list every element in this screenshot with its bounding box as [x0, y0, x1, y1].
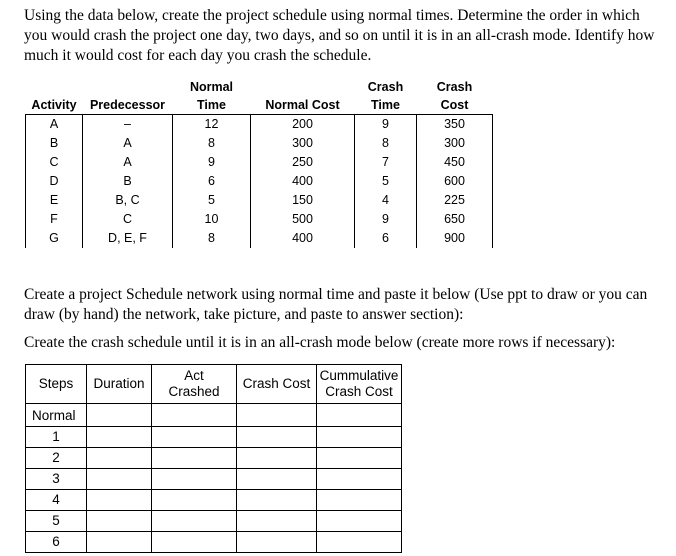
table-cell [237, 448, 317, 469]
table-cell [152, 490, 237, 511]
table-cell: 450 [417, 153, 493, 172]
table-cell: D [26, 172, 83, 191]
table-cell: 600 [417, 172, 493, 191]
table-row [26, 469, 402, 490]
table-cell [317, 427, 402, 448]
table-cell: 300 [251, 134, 355, 153]
table-cell: 9 [355, 210, 417, 229]
header-cell: Time [355, 96, 417, 115]
table-cell [317, 532, 402, 553]
table-cell: 500 [251, 210, 355, 229]
table-cell: 400 [251, 229, 355, 248]
table-cell: 400 [251, 172, 355, 191]
table-row [26, 191, 493, 210]
table-cell: 7 [355, 153, 417, 172]
table-row [26, 404, 402, 427]
table-row [26, 511, 402, 532]
header-cell: Crash [436, 80, 473, 94]
table-cell: G [26, 229, 83, 248]
table-cell: 9 [173, 153, 251, 172]
crash-schedule-table [25, 364, 402, 553]
table-row [26, 427, 402, 448]
step-number: 4 [26, 490, 87, 511]
step-number: 5 [26, 511, 87, 532]
table-cell: 225 [417, 191, 493, 210]
table-row [26, 115, 493, 135]
step-number: 6 [26, 532, 87, 553]
table-cell: 8 [173, 134, 251, 153]
table-cell [317, 448, 402, 469]
table-cell [317, 404, 402, 427]
table-cell: 350 [417, 115, 493, 135]
table-cell: – [83, 115, 173, 135]
table-cell: B [26, 134, 83, 153]
table-cell [87, 469, 152, 490]
table-cell: 650 [417, 210, 493, 229]
step-number: 3 [26, 469, 87, 490]
header-cell: Time [173, 96, 251, 115]
table-cell [237, 404, 317, 427]
header-cell: Activity [26, 96, 83, 115]
header-cell: Crash [367, 80, 404, 94]
step-number: 2 [26, 448, 87, 469]
header-cell: Normal Cost [251, 96, 355, 115]
table-cell: A [26, 115, 83, 135]
table-cell: 150 [251, 191, 355, 210]
table-row [26, 153, 493, 172]
table-header-row [26, 78, 493, 96]
table-row [26, 210, 493, 229]
network-instruction: Create a project Schedule network using normal time and paste it below (Use ppt to draw or you can draw (by hand) the network, take picture, and paste to answer section): [24, 286, 648, 323]
table-row [26, 490, 402, 511]
table-cell [317, 469, 402, 490]
table-row [26, 448, 402, 469]
table-cell: 900 [417, 229, 493, 248]
table-cell [152, 469, 237, 490]
table-cell [237, 532, 317, 553]
table-cell [87, 511, 152, 532]
table-cell: A [83, 153, 173, 172]
header-cell: Normal [189, 80, 234, 94]
table-cell [152, 532, 237, 553]
table-cell: D, E, F [83, 229, 173, 248]
table-cell: 6 [173, 172, 251, 191]
table-cell: A [83, 134, 173, 153]
table-cell: B, C [83, 191, 173, 210]
header-cell: Cost [417, 96, 493, 115]
table-cell [317, 490, 402, 511]
table-cell [152, 511, 237, 532]
header-cell: Act Crashed [152, 365, 237, 404]
table-cell: 250 [251, 153, 355, 172]
table-row [26, 134, 493, 153]
table-cell [87, 532, 152, 553]
table-cell [87, 427, 152, 448]
table-cell: 6 [355, 229, 417, 248]
table-cell [87, 490, 152, 511]
table-cell [152, 404, 237, 427]
table-cell [237, 490, 317, 511]
table-cell: E [26, 191, 83, 210]
header-cell: Duration [87, 365, 152, 404]
header-cell [26, 78, 83, 96]
step-number: 1 [26, 427, 87, 448]
project-data-table [25, 78, 493, 248]
table-cell: B [83, 172, 173, 191]
table-cell: 5 [173, 191, 251, 210]
table-cell [237, 511, 317, 532]
table-cell: F [26, 210, 83, 229]
table-cell: 10 [173, 210, 251, 229]
table-row [26, 532, 402, 553]
table-cell: 8 [173, 229, 251, 248]
table-cell: 200 [251, 115, 355, 135]
table-row [26, 172, 493, 191]
table-cell [317, 511, 402, 532]
table-cell: 300 [417, 134, 493, 153]
table-cell [152, 427, 237, 448]
header-cell: Cummulative Crash Cost [317, 365, 402, 404]
table-cell: C [26, 153, 83, 172]
table-cell: 5 [355, 172, 417, 191]
table-cell [237, 427, 317, 448]
table-row [26, 229, 493, 248]
header-cell: Predecessor [83, 96, 173, 115]
table-cell: 9 [355, 115, 417, 135]
crash-instruction: Create the crash schedule until it is in an all-crash mode below (create more rows if necessary): [24, 334, 616, 351]
header-cell [251, 78, 355, 96]
table-cell [87, 448, 152, 469]
table-cell: 4 [355, 191, 417, 210]
table-cell [237, 469, 317, 490]
table-cell [87, 404, 152, 427]
table-cell: 8 [355, 134, 417, 153]
header-cell [83, 78, 173, 96]
normal-label: Normal [26, 404, 87, 427]
table-header-row [26, 365, 402, 404]
table-cell [152, 448, 237, 469]
instructions-paragraph: Using the data below, create the project schedule using normal times. Determine the order in which you would crash the project one day, two days, and so on until it is in an all-crash mode. Identify how much it would cost for each day you crash the schedule. [24, 7, 655, 64]
header-cell: Steps [26, 365, 87, 404]
header-cell: Crash Cost [237, 365, 317, 404]
table-cell: C [83, 210, 173, 229]
table-header-row [26, 96, 493, 115]
table-cell: 12 [173, 115, 251, 135]
